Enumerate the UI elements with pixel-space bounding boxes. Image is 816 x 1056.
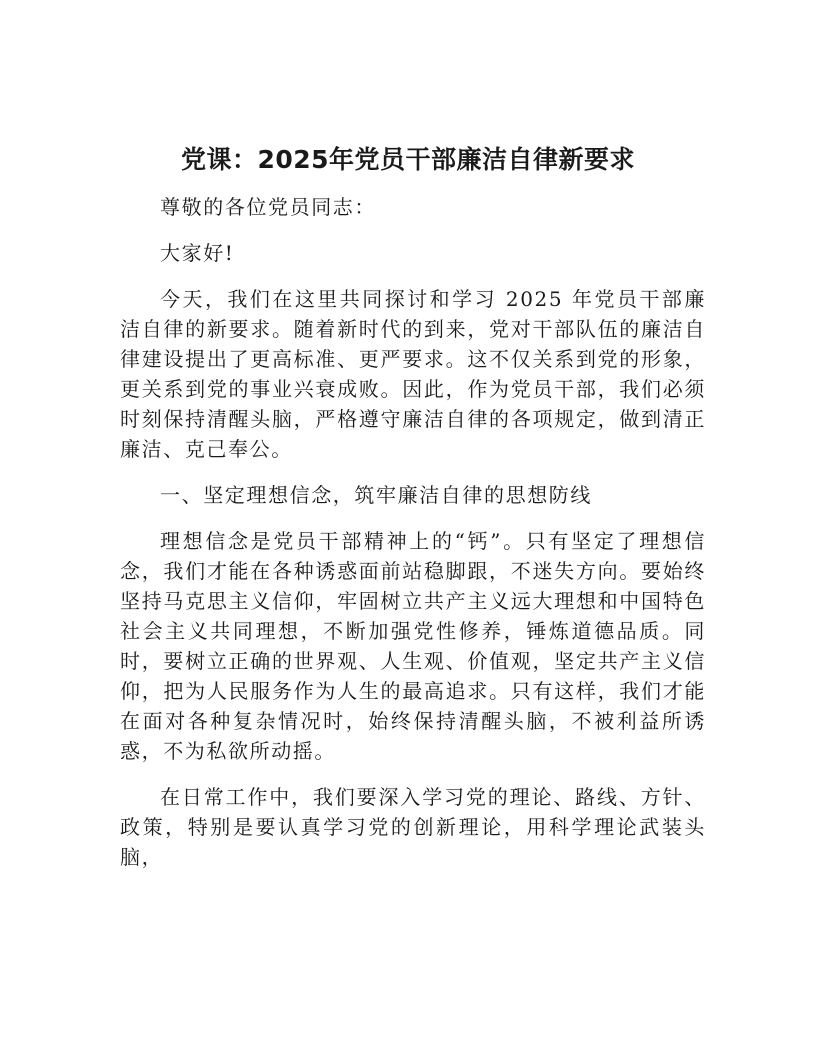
intro-paragraph: 今天，我们在这里共同探讨和学习 2025 年党员干部廉洁自律的新要求。随着新时代的到来，党对干部队伍的廉洁自律建设提出了更高标准、更严要求。这不仅关系到党的形象，更关系到党的事业兴衰成败。因此，作为党员干部，我们必须时刻保持清醒头脑，严格遵守廉洁自律的各项规定，做到清正廉洁、克己奉公。 [120,287,706,461]
body-paragraph: 理想信念是党员干部精神上的“钙”。只有坚定了理想信念，我们才能在各种诱惑面前站稳脚跟，不迷失方向。要始终坚持马克思主义信仰，牢固树立共产主义远大理想和中国特色社会主义共同理想，不断加强党性修养，锤炼道德品质。同时，要树立正确的世界观、人生观、价值观，坚定共产主义信仰，把为人民服务作为人生的最高追求。只有这样，我们才能在面对各种复杂情况时，始终保持清醒头脑，不被利益所诱惑，不为私欲所动摇。 [120,529,706,763]
salutation-paragraph: 尊敬的各位党员同志： [160,195,376,219]
greeting-paragraph: 大家好! [160,241,235,265]
document-body [120,192,706,888]
body-paragraph: 在日常工作中，我们要深入学习党的理论、路线、方针、政策，特别是要认真学习党的创新理论，用科学理论武装头脑， [120,785,706,869]
document-title: 党课：2025年党员干部廉洁自律新要求 [180,145,636,174]
section-heading: 一、坚定理想信念，筑牢廉洁自律的思想防线 [160,483,592,507]
